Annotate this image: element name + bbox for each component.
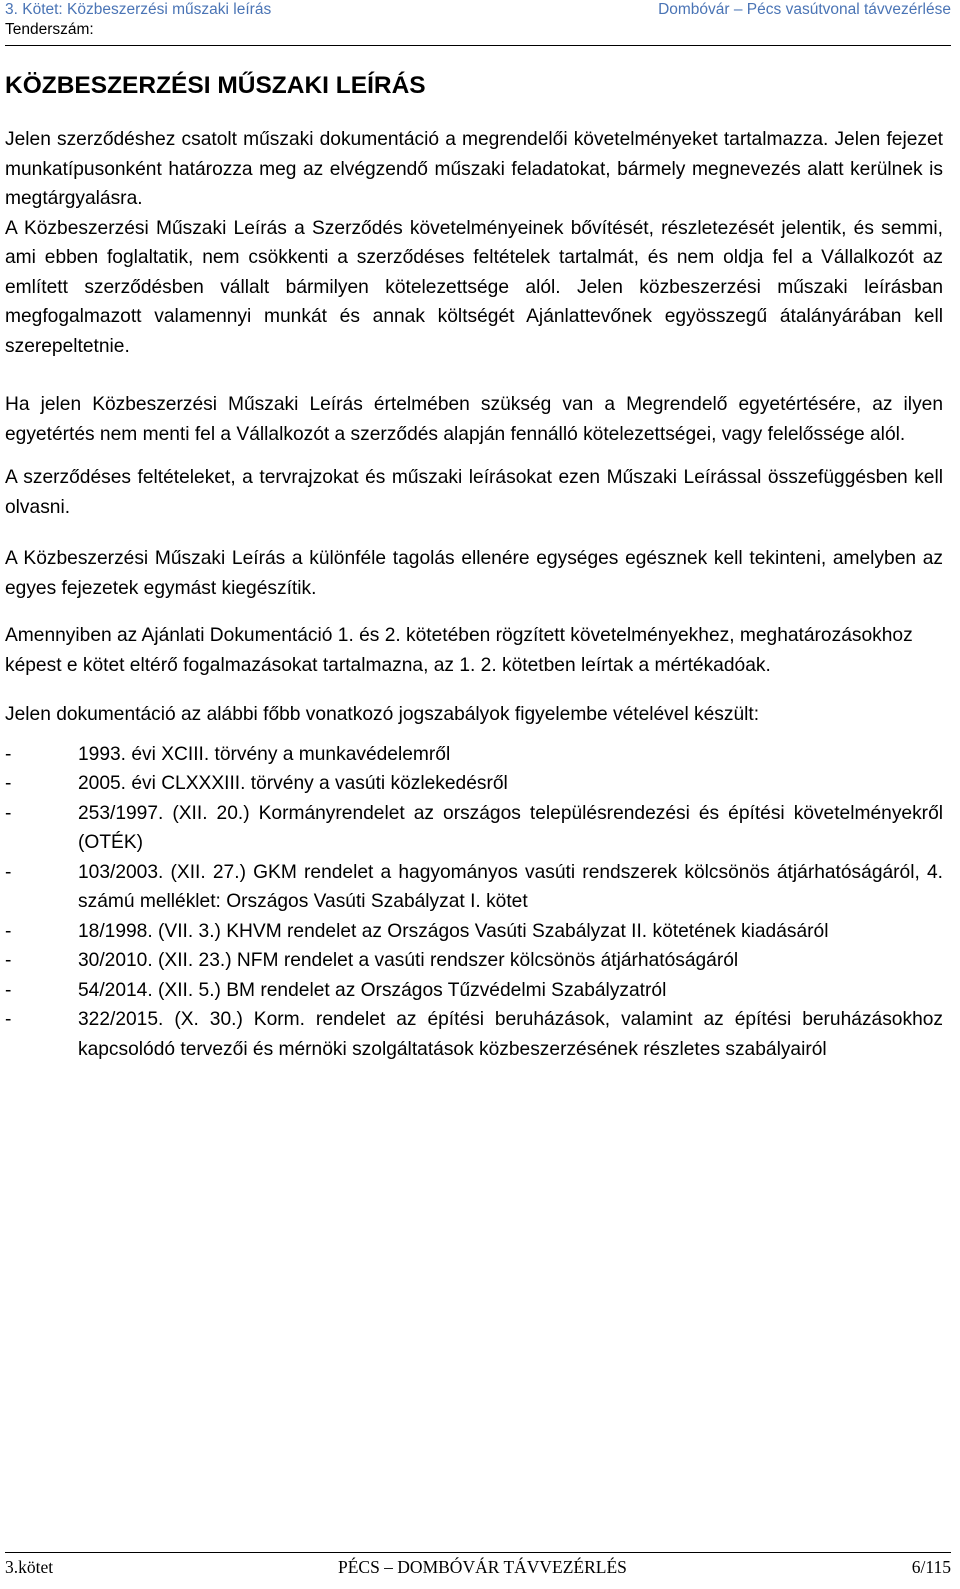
list-item — [5, 740, 943, 770]
footer-project: PÉCS – DOMBÓVÁR TÁVVEZÉRLÉS — [337, 1557, 627, 1577]
list-marker: - — [5, 802, 12, 824]
paragraph-consent: Ha jelen Közbeszerzési Műszaki Leírás értelmében szükség van a Megrendelő egyetértésére, az ilyen egyetértés nem menti fel a Vállalkozót a szerződés alapján fennálló kötelezettségei, vagy felelőssége alól. — [5, 394, 943, 445]
paragraph-laws-intro: Jelen dokumentáció az alábbi főbb vonatkozó jogszabályok figyelembe vételével készült: — [5, 704, 760, 725]
list-item — [5, 769, 943, 799]
footer-divider — [5, 1552, 951, 1553]
law-text: 2005. évi CLXXXIII. törvény a vasúti közlekedésről — [78, 773, 508, 794]
list-marker: - — [5, 979, 12, 1001]
law-text: 30/2010. (XII. 23.) NFM rendelet a vasúti rendszer kölcsönös átjárhatóságáról — [78, 950, 739, 971]
document-body — [5, 70, 943, 1064]
header-volume-title: 3. Kötet: Közbeszerzési műszaki leírás — [5, 1, 272, 18]
list-marker: - — [5, 861, 12, 883]
list-item — [5, 799, 943, 858]
footer-page-number: 6/115 — [911, 1557, 951, 1577]
law-text: 103/2003. (XII. 27.) GKM rendelet a hagyományos vasúti rendszerek kölcsönös átjárhatóságáról, 4. számú melléklet: Országos Vasúti Szabályzat I. kötet — [78, 861, 943, 912]
list-item — [5, 1005, 943, 1064]
page-footer — [5, 1556, 951, 1578]
paragraph-unity: A Közbeszerzési Műszaki Leírás a különféle tagolás ellenére egységes egésznek kell tekinteni, amelyben az egyes fejezetek egymást kiegészítik. — [5, 548, 943, 599]
list-marker: - — [5, 920, 12, 942]
header-project-title: Dombóvár – Pécs vasútvonal távvezérlése — [658, 1, 951, 18]
paragraph-precedence: Amennyiben az Ajánlati Dokumentáció 1. és 2. kötetében rögzített követelményekhez, meghatározásokhoz képest e kötet eltérő fogalmazásokat tartalmazna, az 1. 2. kötetben leírtak a mértékadóak. — [5, 625, 913, 676]
list-item — [5, 917, 943, 947]
law-text: 18/1998. (VII. 3.) KHVM rendelet az Országos Vasúti Szabályzat II. kötetének kiadásáról — [78, 920, 829, 942]
law-text: 322/2015. (X. 30.) Korm. rendelet az építési beruházások, valamint az építési beruházásokhoz kapcsolódó tervezői és mérnöki szolgáltatások közbeszerzésének részletes szabályairól — [78, 1009, 943, 1060]
header-tender-number: Tenderszám: — [5, 21, 94, 38]
list-marker: - — [5, 773, 12, 794]
list-marker: - — [5, 950, 12, 971]
header-row — [5, 0, 951, 20]
header-divider — [5, 45, 951, 46]
law-text: 253/1997. (XII. 20.) Kormányrendelet az országos településrendezési és építési követelményekről (OTÉK) — [78, 802, 943, 853]
list-item — [5, 858, 943, 917]
law-text: 1993. évi XCIII. törvény a munkavédelemről — [78, 743, 451, 765]
law-text: 54/2014. (XII. 5.) BM rendelet az Országos Tűzvédelmi Szabályzatról — [78, 979, 667, 1001]
list-marker: - — [5, 1009, 12, 1030]
paragraph-reading: A szerződéses feltételeket, a tervrajzokat és műszaki leírásokat ezen Műszaki Leírással összefüggésben kell olvasni. — [5, 467, 943, 518]
page-header — [5, 0, 951, 44]
paragraph-scope: A Közbeszerzési Műszaki Leírás a Szerződés követelményeinek bővítését, részletezését jelentik, és semmi, ami ebben foglaltatik, nem csökkenti a szerződéses feltételek tartalmát, és nem oldja fel a Vállalkozót az említett szerződésben vállalt bármilyen kötelezettsége alól. Jelen közbeszerzési műszaki leírásban megfogalmazott valamennyi munkát és annak költségét Ajánlattevőnek egyösszegű átalányárában kell szerepeltetnie. — [5, 217, 943, 357]
list-item — [5, 946, 943, 976]
footer-volume: 3.kötet — [5, 1557, 54, 1577]
laws-list — [5, 740, 943, 1065]
list-marker: - — [5, 743, 12, 765]
paragraph-intro: Jelen szerződéshez csatolt műszaki dokumentáció a megrendelői követelményeket tartalmazza. Jelen fejezet munkatípusonként határozza meg az elvégzendő műszaki feladatokat, bármely megnevezés alatt kerülnek is megtárgyalásra. — [5, 129, 943, 209]
document-title: KÖZBESZERZÉSI MŰSZAKI LEÍRÁS — [5, 72, 426, 99]
list-item — [5, 976, 943, 1006]
